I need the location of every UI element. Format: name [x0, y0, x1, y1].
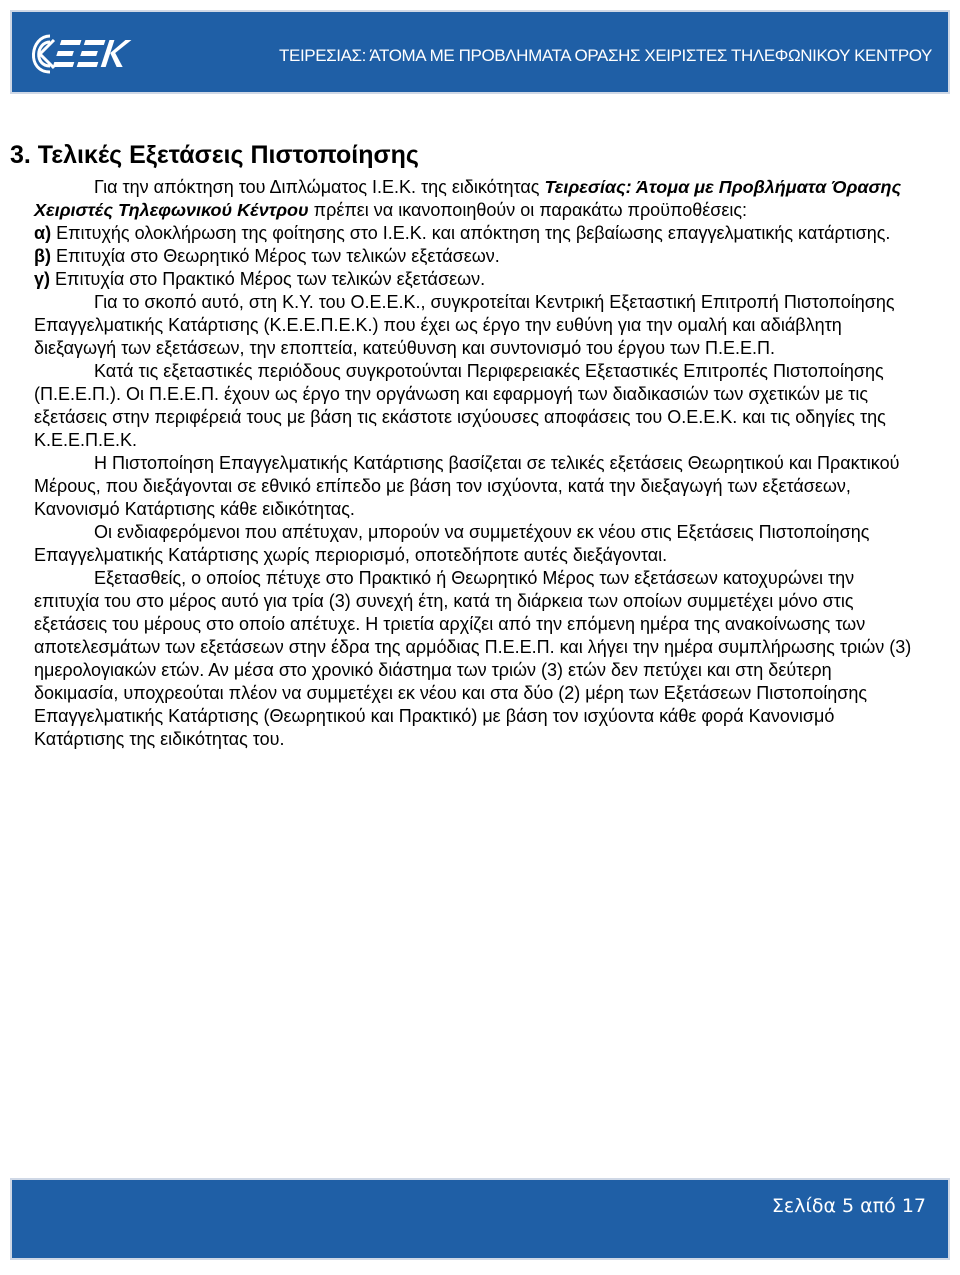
requirement-a-text: Επιτυχής ολοκλήρωση της φοίτησης στο Ι.Ε.Κ. και απόκτηση της βεβαίωσης επαγγελματικής κατάρτισης.	[51, 223, 891, 243]
ceek-logo	[20, 26, 132, 82]
footer-bar	[10, 1178, 950, 1260]
document-body	[34, 176, 914, 751]
requirement-c	[34, 268, 914, 291]
requirement-c-text: Επιτυχία στο Πρακτικό Μέρος των τελικών εξετάσεων.	[50, 269, 486, 289]
paragraph-certification: Η Πιστοποίηση Επαγγελματικής Κατάρτισης βασίζεται σε τελικές εξετάσεις Θεωρητικού και Πρακτικού Μέρους, που διεξάγονται σε εθνικό επίπεδο με βάση τον ισχύοντα, κατά την διεξαγωγή των εξετάσεων, Κανονισμό Κατάρτισης κάθε ειδικότητας.	[34, 453, 900, 519]
requirement-a-label: α)	[34, 223, 52, 243]
requirement-b	[34, 245, 914, 268]
requirement-c-label: γ)	[34, 269, 51, 289]
intro-text: Για την απόκτηση του Διπλώματος Ι.Ε.Κ. της ειδικότητας	[94, 177, 545, 197]
paragraph-committee: Για το σκοπό αυτό, στη Κ.Υ. του Ο.Ε.Ε.Κ., συγκροτείται Κεντρική Εξεταστική Επιτροπή Πιστοποίησης Επαγγελματικής Κατάρτισης (Κ.Ε.Ε.Π.Ε.Κ.) που έχει ως έργο την ευθύνη για την ομαλή και αδιάβλητη διεξαγωγή των εξετάσεων, την εποπτεία, κατεύθυνση και συντονισμό του έργου των Π.Ε.Ε.Π.	[34, 292, 895, 358]
paragraph-intro	[34, 176, 914, 222]
requirement-b-label: β)	[34, 246, 51, 266]
specialty-name: Τειρεσίας: Άτομα με Προβλήματα Όρασης Χειριστές Τηλεφωνικού Κέντρου	[34, 177, 902, 220]
header-bar	[10, 10, 950, 94]
paragraph-validity: Εξετασθείς, ο οποίος πέτυχε στο Πρακτικό ή Θεωρητικό Μέρος των εξετάσεων κατοχυρώνει την επιτυχία του στο μέρος αυτό για τρία (3) συνεχή έτη, κατά τη διάρκεια των οποίων συμμετέχει μόνο στις εξετάσεις του μέρους στο οποίο απέτυχε. Η τριετία αρχίζει από την επόμενη ημέρα της ανακοίνωσης των αποτελεσμάτων των εξετάσεων στην έδρα της αρμόδιας Π.Ε.Ε.Π. και λήγει την ημέρα συμπλήρωσης τριών (3) ημερολογιακών ετών. Αν μέσα στο χρονικό διάστημα των τριών (3) ετών δεν πετύχει και στη δεύτερη δοκιμασία, υποχρεούται πλέον να συμμετέχει εκ νέου και στα δύο (2) μέρη των Εξετάσεων Πιστοποίησης Επαγγελματικής Κατάρτισης (Θεωρητικού και Πρακτικό) με βάση τον ισχύοντα κάθε φορά Κανονισμό Κατάρτισης της ειδικότητας του.	[34, 568, 912, 749]
intro-text-end: πρέπει να ικανοποιηθούν οι παρακάτω προϋποθέσεις:	[308, 200, 748, 220]
requirement-a	[34, 222, 914, 245]
header-title: ΤΕΙΡΕΣΙΑΣ: ΆΤΟΜΑ ΜΕ ΠΡΟΒΛΗΜΑΤΑ ΟΡΑΣΗΣ ΧΕΙΡΙΣΤΕΣ ΤΗΛΕΦΩΝΙΚΟΥ ΚΕΝΤΡΟΥ	[279, 46, 932, 65]
section-title: 3. Τελικές Εξετάσεις Πιστοποίησης	[10, 141, 419, 169]
page-number: Σελίδα 5 από 17	[771, 1195, 926, 1217]
requirement-b-text: Επιτυχία στο Θεωρητικό Μέρος των τελικών εξετάσεων.	[50, 246, 500, 266]
paragraph-regional-committees: Κατά τις εξεταστικές περιόδους συγκροτούνται Περιφερειακές Εξεταστικές Επιτροπές Πιστοποίησης (Π.Ε.Ε.Π.). Οι Π.Ε.Ε.Π. έχουν ως έργο την οργάνωση και εφαρμογή των διαδικασιών των σχετικών με τις εξετάσεις στην περιφέρειά τους με βάση τις εκάστοτε ισχύουσες αποφάσεις του Ο.Ε.Ε.Κ. και τις οδηγίες της Κ.Ε.Ε.Π.Ε.Κ.	[34, 361, 886, 450]
paragraph-retake: Οι ενδιαφερόμενοι που απέτυχαν, μπορούν να συμμετέχουν εκ νέου στις Εξετάσεις Πιστοποίησης Επαγγελματικής Κατάρτισης χωρίς περιορισμό, οποτεδήποτε αυτές διεξάγονται.	[34, 522, 870, 565]
